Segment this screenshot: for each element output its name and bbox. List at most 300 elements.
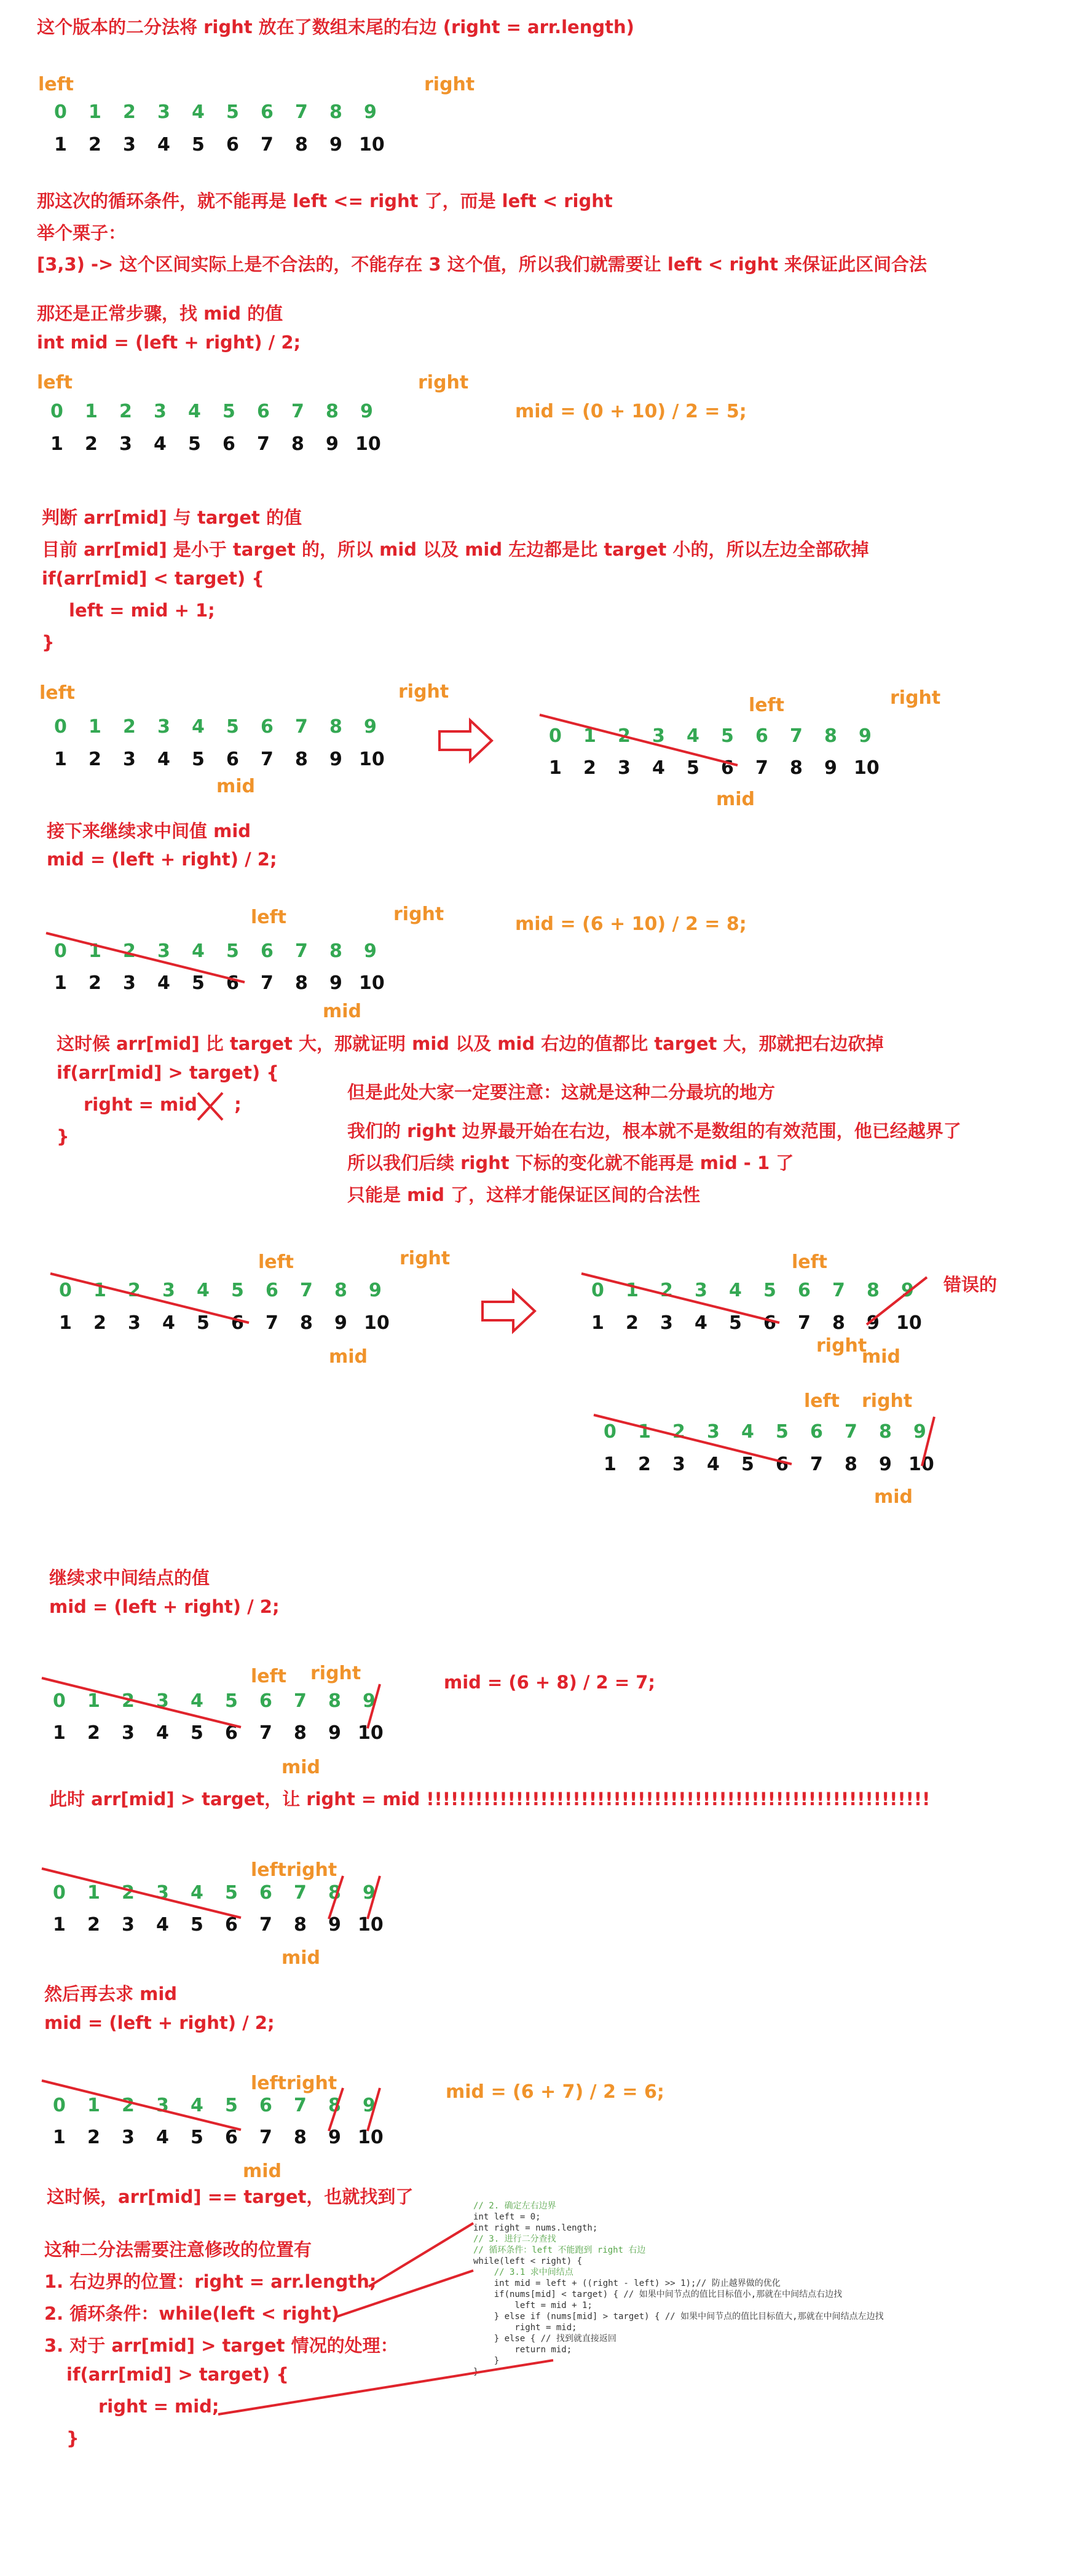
code-line: }: [473, 2367, 479, 2377]
mid-pointer-label: mid: [862, 1346, 901, 1368]
mid-formula-2: mid = (left + right) / 2;: [47, 849, 277, 870]
array-index: 8: [879, 1421, 892, 1443]
array-value: 6: [225, 1914, 238, 1936]
array-value: 7: [261, 972, 274, 994]
array-index: 1: [583, 725, 596, 747]
array-value: 5: [192, 134, 205, 156]
array-value: 10: [896, 1312, 922, 1334]
left-pointer-label: left: [749, 695, 785, 716]
array-index: 8: [328, 1882, 341, 1904]
array-value: 5: [188, 433, 201, 455]
mid-pointer-label: mid: [329, 1346, 368, 1368]
array-value: 10: [364, 1312, 390, 1334]
array-value: 9: [328, 2127, 341, 2148]
array-value: 3: [123, 749, 136, 770]
array-index: 9: [369, 1280, 382, 1301]
mid-pointer-label: mid: [282, 1947, 321, 1969]
array-index: 3: [157, 101, 170, 123]
array-index: 5: [223, 401, 235, 422]
array-value: 3: [618, 757, 631, 779]
array-value: 6: [721, 757, 734, 779]
array-value: 6: [231, 1312, 244, 1334]
array-value: 4: [156, 1914, 169, 1936]
array-index: 4: [191, 1690, 203, 1712]
array-value: 2: [87, 2127, 100, 2148]
array-index: 6: [259, 1690, 272, 1712]
array-index: 1: [626, 1280, 639, 1301]
array-value: 1: [549, 757, 562, 779]
array-value: 3: [128, 1312, 141, 1334]
array-value: 5: [191, 1914, 203, 1936]
array-index: 7: [294, 2095, 307, 2116]
array-index: 6: [810, 1421, 823, 1443]
code-line: int mid = left + ((right - left) >> 1);// 防止越界做的优化: [473, 2279, 781, 2288]
array-index: 2: [128, 1280, 141, 1301]
array-index: 7: [845, 1421, 857, 1443]
code-line: // 2. 确定左右边界: [473, 2201, 556, 2211]
array-index: 9: [913, 1421, 926, 1443]
array-index: 3: [695, 1280, 707, 1301]
step-find-mid: 那还是正常步骤，找 mid 的值: [37, 303, 283, 324]
mid-formula: int mid = (left + right) / 2;: [37, 332, 301, 353]
array-index: 0: [53, 1690, 66, 1712]
array-index: 2: [122, 2095, 135, 2116]
array-value: 7: [266, 1312, 278, 1334]
array-index: 0: [50, 401, 63, 422]
array-index: 3: [157, 716, 170, 738]
array-index: 9: [363, 1882, 376, 1904]
calc-2: mid = (6 + 10) / 2 = 8;: [515, 913, 747, 935]
example-heading: 举个栗子：: [37, 223, 127, 243]
array-value: 10: [359, 749, 385, 770]
array-value: 6: [776, 1454, 789, 1475]
array-index: 6: [798, 1280, 811, 1301]
array-value: 6: [226, 134, 239, 156]
array-index: 6: [261, 940, 274, 962]
left-pointer-label: left: [804, 1390, 840, 1412]
array-index: 9: [364, 940, 377, 962]
left-pointer-label: left: [251, 907, 287, 928]
array-value: 9: [334, 1312, 347, 1334]
array-value: 7: [259, 1722, 272, 1744]
array-value: 5: [191, 2127, 203, 2148]
array-index: 8: [824, 725, 837, 747]
array-index: 2: [119, 401, 132, 422]
array-value: 6: [225, 1722, 238, 1744]
wrong-label: 错误的: [943, 1274, 998, 1295]
array-index: 3: [156, 1690, 169, 1712]
right-arrow-icon: [482, 1291, 535, 1331]
summary-code-brace: }: [66, 2428, 79, 2449]
example-text: [3,3) -> 这个区间实际上是不合法的，不能存在 3 这个值，所以我们就需要让 left < right 来保证此区间合法: [37, 254, 928, 275]
calc-4: mid = (6 + 7) / 2 = 6;: [446, 2081, 664, 2103]
array-value: 10: [908, 1454, 934, 1475]
array-index: 5: [231, 1280, 244, 1301]
array-index: 4: [192, 101, 205, 123]
array-index: 1: [89, 716, 101, 738]
array-value: 1: [54, 134, 67, 156]
continue-heading: 接下来继续求中间值 mid: [47, 821, 251, 841]
array-index: 0: [53, 2095, 66, 2116]
array-index: 8: [326, 401, 339, 422]
array-index: 8: [329, 940, 342, 962]
right-pointer-label: right: [424, 74, 475, 95]
array-value: 7: [755, 757, 768, 779]
summary-code-if: if(arr[mid] > target) {: [66, 2364, 289, 2385]
code-line: // 3.1 求中间结点: [473, 2267, 573, 2277]
array-value: 10: [854, 757, 880, 779]
array-value: 9: [329, 972, 342, 994]
array-value: 2: [87, 1722, 100, 1744]
mid-pointer-label: mid: [323, 1001, 362, 1022]
array-index: 2: [123, 716, 136, 738]
array-index: 0: [59, 1280, 72, 1301]
compare-heading: 判断 arr[mid] 与 target 的值: [42, 507, 302, 528]
array-value: 9: [328, 1914, 341, 1936]
right-pointer-label: right: [393, 904, 444, 925]
right-pointer-label: right: [398, 681, 449, 703]
left-pointer-label: left: [39, 682, 76, 704]
code-line: } else { // 找到就直接返回: [473, 2334, 616, 2344]
array-index: 1: [93, 1280, 106, 1301]
array-value: 1: [591, 1312, 604, 1334]
array-index: 5: [225, 1690, 238, 1712]
array-index: 2: [123, 101, 136, 123]
array-index: 7: [300, 1280, 313, 1301]
array-index: 3: [157, 940, 170, 962]
array-value: 8: [294, 2127, 307, 2148]
array-index: 3: [652, 725, 665, 747]
array-index: 5: [226, 101, 239, 123]
code-line: } else if (nums[mid] > target) { // 如果中间节点的值比目标值大,那就在中间结点左边找: [473, 2312, 884, 2322]
code-line: // 3. 进行二分查找: [473, 2234, 556, 2244]
array-index: 1: [87, 1690, 100, 1712]
right-pointer-label: right: [286, 2073, 337, 2094]
array-index: 3: [162, 1280, 175, 1301]
array-index: 9: [364, 101, 377, 123]
left-pointer-label: left: [258, 1251, 294, 1273]
left-pointer-label: left: [792, 1251, 828, 1273]
summary-3: 3. 对于 arr[mid] > target 情况的处理：: [44, 2335, 398, 2356]
right-equals-mid-text: 此时 arr[mid] > target，让 right = mid !!!!!!!!!!!!!!!!!!!!!!!!!!!!!!!!!!!!!!!!!!!!!!!!!!!!!!!!!!!!!!: [49, 1789, 931, 1810]
array-index: 0: [53, 1882, 66, 1904]
array-index: 2: [618, 725, 631, 747]
array-value: 3: [660, 1312, 673, 1334]
array-value: 5: [729, 1312, 742, 1334]
array-index: 8: [329, 101, 342, 123]
array-value: 7: [798, 1312, 811, 1334]
array-index: 7: [294, 1882, 307, 1904]
array-value: 1: [53, 1722, 66, 1744]
mid-formula-3: mid = (left + right) / 2;: [49, 1596, 280, 1617]
array-value: 8: [295, 749, 308, 770]
array-index: 0: [54, 940, 67, 962]
array-index: 7: [291, 401, 304, 422]
code-line: int left = 0;: [473, 2212, 541, 2222]
array-value: 8: [845, 1454, 857, 1475]
array-index: 4: [192, 940, 205, 962]
array-value: 7: [810, 1454, 823, 1475]
array-index: 6: [261, 101, 274, 123]
array-index: 4: [687, 725, 699, 747]
code-right-assign: [84, 1094, 242, 1115]
array-value: 4: [157, 972, 170, 994]
array-value: 5: [191, 1722, 203, 1744]
mid-formula-4: mid = (left + right) / 2;: [44, 2012, 275, 2033]
array-index: 9: [859, 725, 872, 747]
array-value: 3: [122, 1914, 135, 1936]
mid-pointer-label: mid: [216, 776, 256, 797]
array-index: 9: [363, 1690, 376, 1712]
code-snippet: [473, 2200, 977, 2377]
array-value: 8: [295, 972, 308, 994]
array-index: 7: [790, 725, 803, 747]
code-line: while(left < right) {: [473, 2256, 583, 2266]
code-right-assign-semicolon: ;: [234, 1094, 242, 1115]
array-index: 7: [832, 1280, 845, 1301]
array-value: 9: [329, 134, 342, 156]
array-index: 1: [638, 1421, 651, 1443]
array-index: 4: [192, 716, 205, 738]
left-pointer-label: left: [251, 1666, 287, 1687]
array-index: 7: [294, 1690, 307, 1712]
array-value: 1: [53, 1914, 66, 1936]
code-if-greater: if(arr[mid] > target) {: [57, 1062, 279, 1083]
found-text: 这时候，arr[mid] == target，也就找到了: [47, 2186, 414, 2207]
array-index: 6: [257, 401, 270, 422]
array-value: 1: [54, 972, 67, 994]
array-value: 7: [259, 2127, 272, 2148]
array-value: 5: [687, 757, 699, 779]
array-value: 3: [122, 2127, 135, 2148]
loop-condition-text: 那这次的循环条件，就不能再是 left <= right 了，而是 left < right: [37, 191, 613, 211]
array-index: 9: [364, 716, 377, 738]
array-value: 8: [294, 1914, 307, 1936]
then-mid-heading: 然后再去求 mid: [44, 1983, 178, 2004]
right-pointer-label: right: [862, 1390, 913, 1412]
mid-pointer-label: mid: [243, 2160, 282, 2182]
continue-heading-2: 继续求中间结点的值: [49, 1567, 210, 1588]
array-value: 1: [50, 433, 63, 455]
array-value: 7: [261, 749, 274, 770]
array-value: 2: [638, 1454, 651, 1475]
array-index: 4: [741, 1421, 754, 1443]
array-value: 10: [359, 972, 385, 994]
array-value: 4: [652, 757, 665, 779]
greater-text: 这时候 arr[mid] 比 target 大，那就证明 mid 以及 mid 右边的值都比 target 大，那就把右边砍掉: [57, 1033, 884, 1054]
intro-text: 这个版本的二分法将 right 放在了数组末尾的右边 (right = arr.length): [37, 17, 634, 37]
mid-pointer-label: mid: [716, 789, 755, 810]
array-value: 2: [85, 433, 98, 455]
array-value: 4: [156, 1722, 169, 1744]
array-index: 5: [225, 1882, 238, 1904]
array-value: 4: [157, 134, 170, 156]
array-index: 2: [672, 1421, 685, 1443]
array-value: 8: [294, 1722, 307, 1744]
code-left-assign: left = mid + 1;: [69, 600, 215, 621]
array-value: 9: [867, 1312, 880, 1334]
array-index: 6: [259, 2095, 272, 2116]
array-value: 10: [359, 134, 385, 156]
array-index: 5: [226, 940, 239, 962]
array-index: 0: [54, 101, 67, 123]
array-value: 7: [259, 1914, 272, 1936]
right-pointer-label: right: [890, 687, 941, 709]
strike-line: [540, 715, 738, 765]
code-line: }: [473, 2356, 500, 2366]
warning-3: 只能是 mid 了，这样才能保证区间的合法性: [347, 1184, 701, 1205]
left-pointer-label: left: [251, 1859, 287, 1881]
code-line: right = mid;: [473, 2323, 577, 2333]
array-index: 6: [266, 1280, 278, 1301]
array-index: 3: [156, 1882, 169, 1904]
code-line: // 循环条件：left 不能跑到 right 右边: [473, 2245, 646, 2255]
warning-title: 但是此处大家一定要注意：这就是这种二分最坑的地方: [347, 1082, 776, 1103]
array-index: 1: [85, 401, 98, 422]
array-index: 8: [328, 1690, 341, 1712]
array-index: 2: [122, 1882, 135, 1904]
array-index: 9: [360, 401, 373, 422]
array-value: 9: [824, 757, 837, 779]
array-index: 9: [901, 1280, 914, 1301]
array-value: 3: [122, 1722, 135, 1744]
code-brace-2: }: [57, 1126, 69, 1147]
array-value: 7: [257, 433, 270, 455]
array-value: 4: [157, 749, 170, 770]
array-index: 0: [591, 1280, 604, 1301]
right-pointer-label: right: [310, 1663, 361, 1684]
array-value: 2: [583, 757, 596, 779]
array-value: 1: [59, 1312, 72, 1334]
array-value: 10: [358, 2127, 384, 2148]
array-value: 1: [54, 749, 67, 770]
array-value: 4: [154, 433, 167, 455]
code-line: if(nums[mid] < target) { // 如果中间节点的值比目标值小,那就在中间结点右边找: [473, 2290, 843, 2299]
array-value: 5: [192, 972, 205, 994]
array-value: 8: [300, 1312, 313, 1334]
array-index: 4: [191, 1882, 203, 1904]
code-if-less: if(arr[mid] < target) {: [42, 568, 264, 589]
array-index: 3: [707, 1421, 720, 1443]
array-index: 6: [755, 725, 768, 747]
calc-1: mid = (0 + 10) / 2 = 5;: [515, 401, 747, 422]
array-index: 6: [259, 1882, 272, 1904]
array-index: 0: [54, 716, 67, 738]
array-value: 10: [358, 1722, 384, 1744]
array-index: 7: [295, 940, 308, 962]
array-value: 8: [832, 1312, 845, 1334]
array-value: 3: [123, 972, 136, 994]
array-index: 5: [763, 1280, 776, 1301]
array-value: 8: [291, 433, 304, 455]
array-value: 4: [707, 1454, 720, 1475]
code-line: int right = nums.length;: [473, 2223, 598, 2233]
array-index: 7: [295, 101, 308, 123]
array-value: 8: [295, 134, 308, 156]
right-pointer-label: right: [816, 1335, 867, 1357]
right-arrow-icon: [439, 720, 492, 761]
array-value: 9: [326, 433, 339, 455]
array-index: 8: [867, 1280, 880, 1301]
array-index: 3: [154, 401, 167, 422]
array-value: 6: [223, 433, 235, 455]
array-value: 6: [763, 1312, 776, 1334]
code-brace-1: }: [42, 632, 55, 653]
array-index: 1: [89, 101, 101, 123]
array-index: 4: [197, 1280, 210, 1301]
array-index: 8: [334, 1280, 347, 1301]
array-index: 4: [729, 1280, 742, 1301]
array-value: 2: [93, 1312, 106, 1334]
array-index: 6: [261, 716, 274, 738]
array-index: 5: [721, 725, 734, 747]
array-index: 5: [225, 2095, 238, 2116]
code-line: left = mid + 1;: [473, 2301, 593, 2310]
strike-line: [46, 933, 245, 982]
array-value: 1: [604, 1454, 616, 1475]
array-index: 2: [123, 940, 136, 962]
code-right-assign-main: right = mid: [84, 1094, 197, 1115]
array-index: 8: [329, 716, 342, 738]
array-index: 1: [87, 1882, 100, 1904]
warning-2: 所以我们后续 right 下标的变化就不能再是 mid - 1 了: [347, 1152, 794, 1173]
array-index: 9: [363, 2095, 376, 2116]
array-value: 5: [197, 1312, 210, 1334]
summary-code-right: right = mid;: [98, 2396, 219, 2417]
array-value: 2: [89, 134, 101, 156]
warning-1: 我们的 right 边界最开始在右边，根本就不是数组的有效范围，他已经越界了: [347, 1121, 961, 1141]
right-pointer-label: right: [400, 1248, 451, 1269]
array-value: 5: [192, 749, 205, 770]
mid-pointer-label: mid: [282, 1757, 321, 1778]
summary-1: 1. 右边界的位置：right = arr.length;: [44, 2271, 377, 2292]
array-index: 5: [776, 1421, 789, 1443]
array-index: 2: [660, 1280, 673, 1301]
left-pointer-label: left: [37, 372, 73, 393]
left-pointer-label: left: [38, 74, 74, 95]
array-value: 2: [626, 1312, 639, 1334]
array-index: 0: [604, 1421, 616, 1443]
array-index: 5: [226, 716, 239, 738]
array-value: 4: [162, 1312, 175, 1334]
array-value: 6: [226, 972, 239, 994]
array-value: 10: [355, 433, 381, 455]
array-value: 6: [226, 749, 239, 770]
array-index: 1: [89, 940, 101, 962]
code-line: return mid;: [473, 2345, 572, 2355]
array-value: 2: [89, 749, 101, 770]
array-index: 3: [156, 2095, 169, 2116]
array-value: 6: [225, 2127, 238, 2148]
left-pointer-label: left: [251, 2073, 287, 2094]
array-value: 7: [261, 134, 274, 156]
array-index: 2: [122, 1690, 135, 1712]
array-value: 8: [790, 757, 803, 779]
right-pointer-label: right: [286, 1859, 337, 1881]
array-value: 10: [358, 1914, 384, 1936]
mid-pointer-label: mid: [874, 1486, 913, 1508]
array-index: 8: [328, 2095, 341, 2116]
array-value: 3: [119, 433, 132, 455]
array-value: 2: [89, 972, 101, 994]
array-index: 1: [87, 2095, 100, 2116]
array-index: 4: [191, 2095, 203, 2116]
array-value: 9: [328, 1722, 341, 1744]
calc-3: mid = (6 + 8) / 2 = 7;: [444, 1672, 655, 1693]
array-value: 4: [695, 1312, 707, 1334]
array-index: 0: [549, 725, 562, 747]
array-index: 4: [188, 401, 201, 422]
